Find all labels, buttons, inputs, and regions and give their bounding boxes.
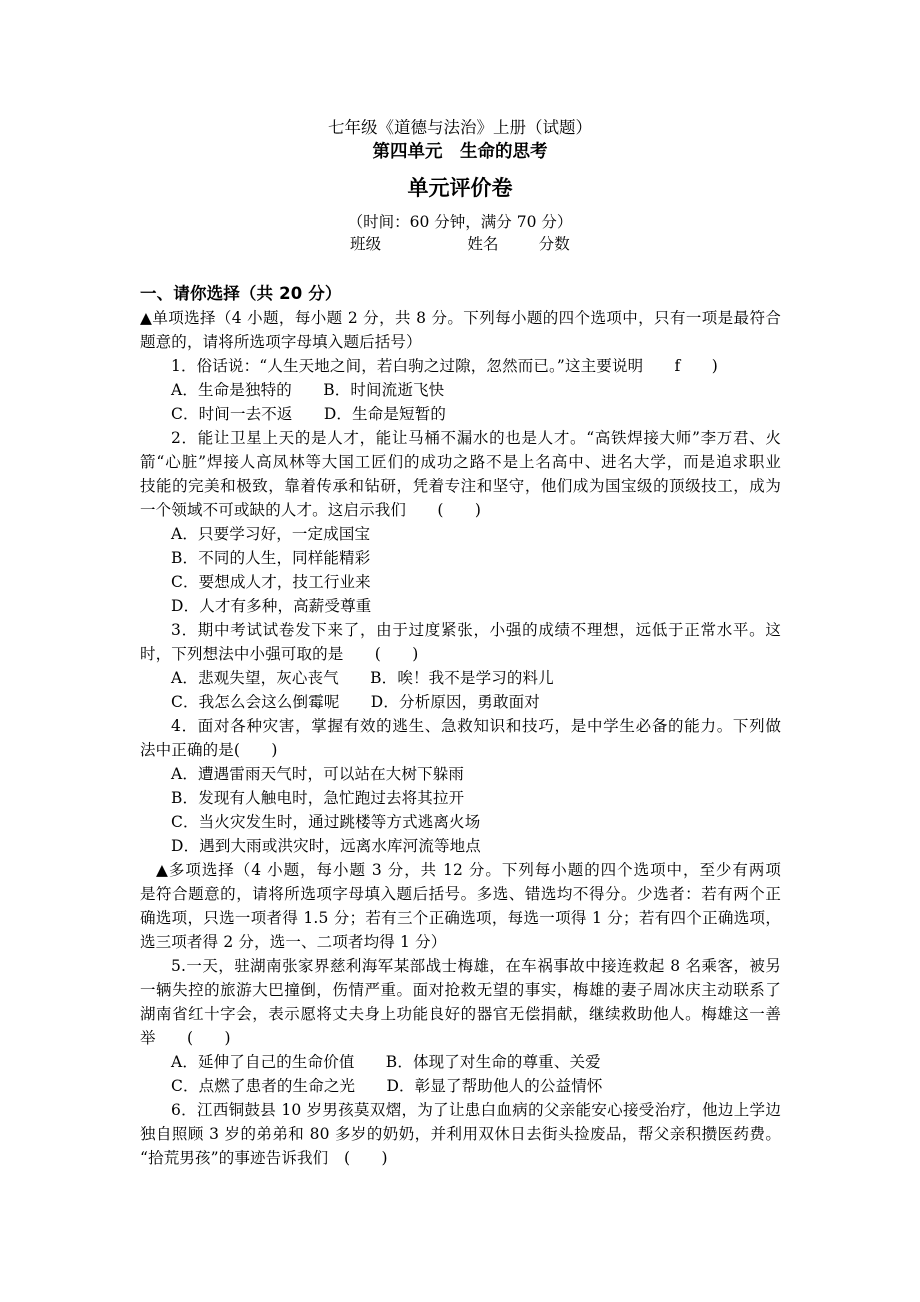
time-info: （时间：60 分钟，满分 70 分）: [347, 213, 573, 231]
question-option: C．时间一去不返 D．生命是短暂的: [171, 405, 446, 423]
question-option: D．人才有多种，高薪受尊重: [171, 597, 372, 615]
question-stem: 湖南省红十字会，表示愿将丈夫身上功能良好的器官无偿捐献，继续救助他人。梅雄这一善: [140, 1005, 781, 1023]
question-stem: “拾荒男孩”的事迹告诉我们 ( ): [140, 1149, 388, 1167]
question-stem: 6．江西铜鼓县 10 岁男孩莫双熠，为了让患白血病的父亲能安心接受治疗，他边上学边: [171, 1101, 781, 1119]
question-option: A．延伸了自己的生命价值 B．体现了对生命的尊重、关爱: [171, 1053, 601, 1071]
question-option: A．遭遇雷雨天气时，可以站在大树下躲雨: [171, 765, 465, 783]
question-stem: 一辆失控的旅游大巴撞倒，伤情严重。面对抢救无望的事实，梅雄的妻子周冰庆主动联系了: [140, 981, 781, 999]
question-stem: 举 ( ): [140, 1029, 231, 1047]
question-stem: 1．俗话说：“人生天地之间，若白驹之过隙，忽然而已。”这主要说明 f ): [171, 357, 718, 375]
multi-choice-intro: 确选项，只选一项者得 1.5 分；若有三个正确选项，每选一项得 1 分；若有四个正确选项，: [140, 909, 781, 927]
unit-title: 第四单元 生命的思考: [372, 142, 548, 162]
question-stem: 5.一天，驻湖南张家界慈利海军某部战士梅雄，在车祸事故中接连救起 8 名乘客，被另: [171, 957, 781, 975]
question-stem: 一个领域不可或缺的人才。这启示我们 ( ): [140, 501, 482, 519]
question-option: C．当火灾发生时，通过跳楼等方式逃离火场: [171, 813, 481, 831]
class-label: 班级: [350, 235, 382, 253]
question-option: B．发现有人触电时，急忙跑过去将其拉开: [171, 789, 465, 807]
question-option: C．要想成人才，技工行业来: [171, 573, 371, 591]
question-option: B．不同的人生，同样能精彩: [171, 549, 371, 567]
multi-choice-intro: ▲多项选择（4 小题，每小题 3 分，共 12 分。下列每小题的四个选项中，至少有两项: [156, 861, 781, 879]
question-stem: 时，下列想法中小强可取的是 ( ): [140, 645, 419, 663]
question-stem: 独自照顾 3 岁的弟弟和 80 多岁的奶奶，并利用双休日去街头捡废品，帮父亲积攒医药费。: [140, 1125, 781, 1143]
question-option: C．我怎么会这么倒霉呢 D．分析原因，勇敢面对: [171, 693, 540, 711]
question-option: C．点燃了患者的生命之光 D．彰显了帮助他人的公益情怀: [171, 1077, 603, 1095]
question-option: D．遇到大雨或洪灾时，远离水库河流等地点: [171, 837, 481, 855]
question-option: A．悲观失望，灰心丧气 B．唉！我不是学习的料儿: [171, 669, 554, 687]
multi-choice-intro: 选三项者得 2 分，选一、二项者均得 1 分）: [140, 933, 447, 951]
question-option: A．生命是独特的 B．时间流逝飞快: [171, 381, 445, 399]
question-stem: 法中正确的是( ): [140, 741, 278, 759]
question-stem: 技能的完美和极致，靠着传承和钻研，凭着专注和坚守，他们成为国宝级的顶级技工，成为: [140, 477, 781, 495]
question-option: A．只要学习好，一定成国宝: [171, 525, 371, 543]
exam-title: 七年级《道德与法治》上册（试题）: [328, 118, 592, 137]
class-field: [350, 234, 570, 254]
single-choice-intro: 题意的，请将所选项字母填入题后括号）: [140, 333, 422, 351]
score-label: 分数: [538, 235, 570, 253]
question-stem: 4．面对各种灾害，掌握有效的逃生、急救知识和技巧，是中学生必备的能力。下列做: [171, 717, 781, 735]
multi-choice-intro: 是符合题意的，请将所选项字母填入题后括号。多选、错选均不得分。少选者：若有两个正: [140, 885, 781, 903]
question-stem: 3．期中考试试卷发下来了，由于过度紧张，小强的成绩不理想，远低于正常水平。这: [171, 621, 781, 639]
single-choice-intro: ▲单项选择（4 小题，每小题 2 分，共 8 分。下列每小题的四个选项中，只有一项是最符合: [140, 309, 781, 327]
question-stem: 2．能让卫星上天的是人才，能让马桶不漏水的也是人才。“高铁焊接大师”李万君、火: [171, 429, 781, 447]
exam-name: 单元评价卷: [407, 176, 513, 200]
question-stem: 箭“心脏”焊接人高凤林等大国工匠们的成功之路不是上名高中、进名大学，而是追求职业: [140, 453, 781, 471]
section-heading: 一、请你选择（共 20 分）: [140, 284, 342, 303]
name-label: 姓名: [467, 235, 499, 253]
